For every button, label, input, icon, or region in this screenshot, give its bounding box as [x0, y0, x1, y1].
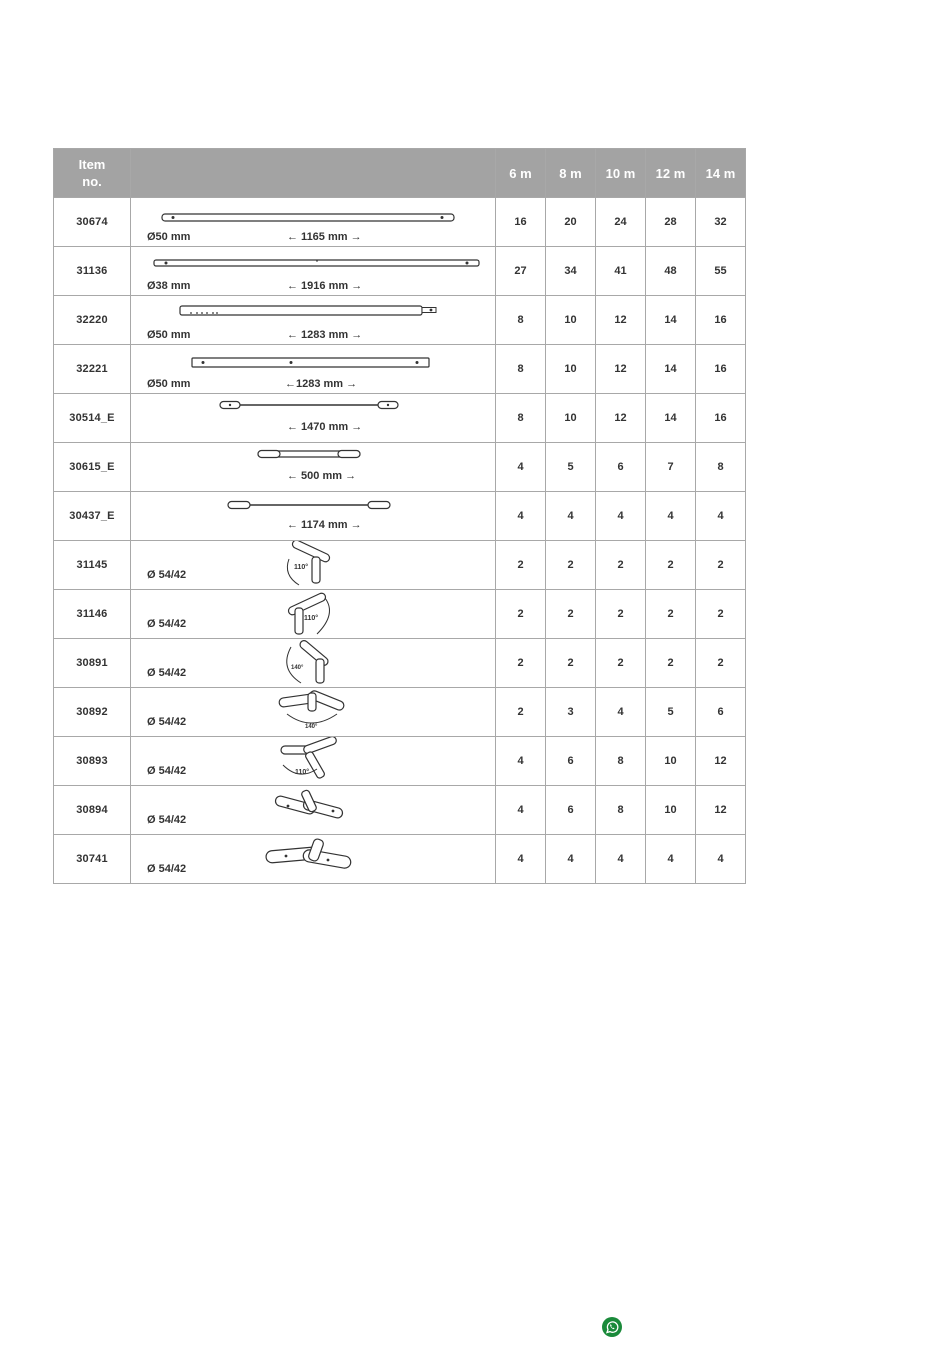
header-size-10m: 10 m	[596, 149, 646, 198]
item-number: 31136	[54, 247, 131, 296]
table-header-row	[54, 149, 746, 198]
item-description	[131, 296, 496, 345]
qty-10m: 4	[596, 835, 646, 884]
item-description	[131, 786, 496, 835]
svg-text:110°: 110°	[294, 564, 309, 571]
table-row	[54, 639, 746, 688]
qty-10m: 2	[596, 590, 646, 639]
qty-10m: 12	[596, 345, 646, 394]
qty-14m: 12	[696, 786, 746, 835]
item-number: 31146	[54, 590, 131, 639]
header-size-12m: 12 m	[646, 149, 696, 198]
item-number: 30437_E	[54, 492, 131, 541]
qty-12m: 2	[646, 590, 696, 639]
qty-8m: 10	[546, 394, 596, 443]
item-number: 32221	[54, 345, 131, 394]
qty-12m: 14	[646, 394, 696, 443]
qty-12m: 14	[646, 296, 696, 345]
header-description	[131, 149, 496, 198]
table-row	[54, 737, 746, 786]
qty-10m: 12	[596, 296, 646, 345]
qty-6m: 2	[496, 541, 546, 590]
item-description	[131, 590, 496, 639]
length-label: ← 500 mm →	[287, 470, 357, 482]
diameter-label: Ø 54/42	[147, 814, 187, 826]
corner-connector-angle-icon	[131, 639, 495, 687]
qty-8m: 6	[546, 786, 596, 835]
connector-tube-icon	[131, 394, 495, 442]
table-row	[54, 296, 746, 345]
qty-10m: 6	[596, 443, 646, 492]
table-row	[54, 443, 746, 492]
item-description	[131, 639, 496, 688]
item-number: 30892	[54, 688, 131, 737]
straight-tee-connector-icon	[131, 835, 495, 883]
cross-connector-icon	[131, 786, 495, 834]
qty-6m: 2	[496, 688, 546, 737]
item-description	[131, 247, 496, 296]
qty-6m: 4	[496, 786, 546, 835]
qty-12m: 4	[646, 492, 696, 541]
item-description	[131, 835, 496, 884]
item-number: 30514_E	[54, 394, 131, 443]
qty-8m: 2	[546, 590, 596, 639]
qty-6m: 4	[496, 835, 546, 884]
whatsapp-icon[interactable]	[601, 1316, 623, 1338]
qty-6m: 4	[496, 443, 546, 492]
table-row	[54, 345, 746, 394]
diameter-label: Ø50 mm	[147, 231, 191, 243]
qty-14m: 2	[696, 639, 746, 688]
item-description	[131, 492, 496, 541]
table-row	[54, 688, 746, 737]
svg-text:140°: 140°	[305, 724, 318, 730]
length-label: ← 1470 mm →	[287, 421, 363, 433]
length-label: ← 1174 mm →	[287, 519, 362, 531]
qty-14m: 8	[696, 443, 746, 492]
qty-8m: 3	[546, 688, 596, 737]
qty-10m: 8	[596, 737, 646, 786]
qty-12m: 2	[646, 541, 696, 590]
item-description	[131, 198, 496, 247]
qty-10m: 2	[596, 541, 646, 590]
table-row	[54, 394, 746, 443]
qty-12m: 5	[646, 688, 696, 737]
qty-6m: 2	[496, 590, 546, 639]
qty-8m: 2	[546, 541, 596, 590]
qty-14m: 2	[696, 541, 746, 590]
length-label: ←1283 mm →	[285, 378, 358, 390]
qty-14m: 4	[696, 835, 746, 884]
diameter-label: Ø 54/42	[147, 765, 187, 777]
length-label: ← 1283 mm →	[287, 329, 363, 341]
qty-14m: 12	[696, 737, 746, 786]
item-number: 30894	[54, 786, 131, 835]
qty-8m: 34	[546, 247, 596, 296]
length-label: ← 1916 mm →	[287, 280, 363, 292]
item-number: 32220	[54, 296, 131, 345]
qty-14m: 16	[696, 394, 746, 443]
item-number: 30891	[54, 639, 131, 688]
item-description	[131, 345, 496, 394]
connector-tube-icon	[131, 492, 495, 540]
qty-8m: 2	[546, 639, 596, 688]
tee-connector-icon	[131, 688, 495, 736]
qty-12m: 28	[646, 198, 696, 247]
table-row	[54, 541, 746, 590]
qty-12m: 14	[646, 345, 696, 394]
qty-10m: 41	[596, 247, 646, 296]
svg-text:110°: 110°	[304, 615, 319, 622]
qty-10m: 12	[596, 394, 646, 443]
qty-12m: 48	[646, 247, 696, 296]
table-row	[54, 590, 746, 639]
qty-8m: 20	[546, 198, 596, 247]
qty-14m: 55	[696, 247, 746, 296]
table-row	[54, 198, 746, 247]
qty-12m: 7	[646, 443, 696, 492]
parts-table	[53, 148, 746, 884]
length-label: ← 1165 mm →	[287, 231, 362, 243]
qty-12m: 4	[646, 835, 696, 884]
qty-12m: 2	[646, 639, 696, 688]
qty-6m: 8	[496, 345, 546, 394]
header-size-14m: 14 m	[696, 149, 746, 198]
table-row	[54, 786, 746, 835]
qty-14m: 4	[696, 492, 746, 541]
header-size-6m: 6 m	[496, 149, 546, 198]
qty-10m: 4	[596, 688, 646, 737]
table-row	[54, 835, 746, 884]
diameter-label: Ø 54/42	[147, 863, 187, 875]
qty-8m: 5	[546, 443, 596, 492]
qty-6m: 27	[496, 247, 546, 296]
svg-text:140°: 140°	[291, 665, 304, 671]
qty-6m: 8	[496, 394, 546, 443]
item-number: 30893	[54, 737, 131, 786]
svg-text:110°: 110°	[295, 769, 310, 776]
qty-14m: 16	[696, 345, 746, 394]
diameter-label: Ø38 mm	[147, 280, 191, 292]
qty-8m: 10	[546, 296, 596, 345]
qty-6m: 4	[496, 492, 546, 541]
header-item-no: Item no.	[54, 149, 131, 198]
qty-10m: 8	[596, 786, 646, 835]
diameter-label: Ø 54/42	[147, 716, 187, 728]
short-connector-tube-icon	[131, 443, 495, 491]
table-row	[54, 492, 746, 541]
qty-14m: 16	[696, 296, 746, 345]
qty-8m: 10	[546, 345, 596, 394]
qty-14m: 6	[696, 688, 746, 737]
item-description	[131, 394, 496, 443]
tee-connector-110-icon	[131, 737, 495, 785]
qty-6m: 16	[496, 198, 546, 247]
table-row	[54, 247, 746, 296]
diameter-label: Ø50 mm	[147, 329, 191, 341]
qty-6m: 2	[496, 639, 546, 688]
item-description	[131, 737, 496, 786]
diameter-label: Ø 54/42	[147, 569, 187, 581]
qty-8m: 4	[546, 492, 596, 541]
item-number: 30741	[54, 835, 131, 884]
qty-12m: 10	[646, 737, 696, 786]
qty-8m: 4	[546, 835, 596, 884]
qty-6m: 4	[496, 737, 546, 786]
item-description	[131, 541, 496, 590]
item-description	[131, 688, 496, 737]
diameter-label: Ø 54/42	[147, 667, 187, 679]
item-number: 30615_E	[54, 443, 131, 492]
qty-10m: 4	[596, 492, 646, 541]
item-number: 30674	[54, 198, 131, 247]
qty-6m: 8	[496, 296, 546, 345]
qty-8m: 6	[546, 737, 596, 786]
qty-10m: 24	[596, 198, 646, 247]
item-number: 31145	[54, 541, 131, 590]
qty-12m: 10	[646, 786, 696, 835]
diameter-label: Ø 54/42	[147, 618, 187, 630]
qty-14m: 32	[696, 198, 746, 247]
diameter-label: Ø50 mm	[147, 378, 191, 390]
qty-10m: 2	[596, 639, 646, 688]
corner-connector-left-icon	[131, 541, 495, 589]
qty-14m: 2	[696, 590, 746, 639]
header-size-8m: 8 m	[546, 149, 596, 198]
corner-connector-right-icon	[131, 590, 495, 638]
item-description	[131, 443, 496, 492]
